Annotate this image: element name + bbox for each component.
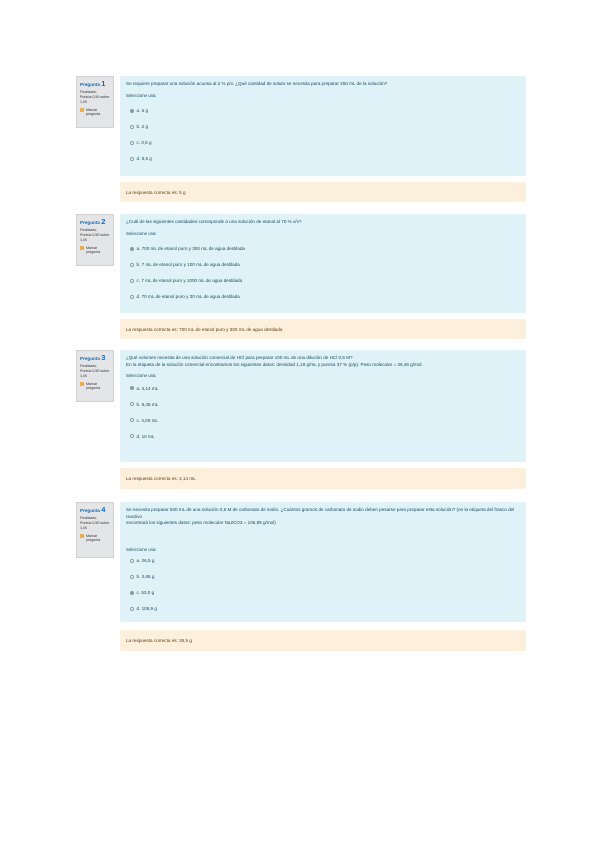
answer-option[interactable]: a. 5 g: [126, 103, 520, 119]
question-number: Pregunta 4: [80, 505, 106, 514]
question-state: Finalizado: [80, 515, 97, 520]
radio-icon[interactable]: [130, 125, 134, 129]
radio-icon[interactable]: [130, 141, 134, 145]
question-formulation: [120, 350, 526, 462]
question-number: Pregunta 3: [80, 353, 106, 362]
flag-question-button[interactable]: Marcar pregunta: [80, 246, 111, 255]
correct-answer-feedback: La respuesta correcta es: 26,5 g: [120, 630, 526, 651]
answer-option[interactable]: d. 70 mL de etanol puro y 30 mL de agua destilada: [126, 289, 520, 305]
question-formulation: [120, 502, 526, 622]
answer-option[interactable]: a. 4,14 mL: [126, 380, 520, 396]
radio-icon[interactable]: [130, 279, 134, 283]
question-grade: Puntúa 0,50 sobre 1,00: [80, 95, 110, 105]
answer-options: [126, 380, 520, 444]
answer-option[interactable]: b. 8,45 mL: [126, 396, 520, 412]
question-text-detail: En la etiqueta de la solución comercial encontramos los siguientes datos: densidad 1,19 g/mL y pureza 37 % (p/p). Peso molecular = 36,46 g/mol.: [126, 361, 423, 367]
answer-options: [126, 553, 520, 617]
flag-icon: [80, 246, 84, 250]
answer-option[interactable]: c. 4,00 mL: [126, 412, 520, 428]
answer-option[interactable]: d. 105,9 g: [126, 601, 520, 617]
question-info: [76, 502, 114, 558]
question-text-detail: encontrará los siguientes datos: peso molecular Na2CO3 = 105,99 g/mol): [126, 520, 276, 526]
answer-option[interactable]: a. 700 mL de etanol puro y 300 mL de agua destilada: [126, 241, 520, 257]
flag-question-button[interactable]: Marcar pregunta: [80, 108, 111, 117]
correct-answer-feedback: La respuesta correcta es: 700 mL de etanol puro y 300 mL de agua destilada: [120, 319, 526, 339]
question-grade: Puntúa 0,50 sobre 1,00: [80, 233, 110, 243]
answer-options: [126, 103, 520, 167]
radio-icon[interactable]: [130, 559, 134, 563]
answer-prompt: Seleccione una:: [126, 92, 157, 98]
flag-question-button[interactable]: Marcar pregunta: [80, 382, 111, 391]
radio-icon[interactable]: [130, 402, 134, 406]
flag-icon: [80, 534, 84, 538]
answer-option[interactable]: d. 8,5 g: [126, 151, 520, 167]
radio-icon[interactable]: [130, 418, 134, 422]
question-state: Finalizado: [80, 227, 97, 232]
radio-icon[interactable]: [130, 247, 134, 251]
radio-icon[interactable]: [130, 607, 134, 611]
answer-option[interactable]: c. 0,5 g: [126, 135, 520, 151]
question-text: ¿Cuál de las siguientes cantidades corresponde a una solución de etanol al 70 % v/v?: [126, 219, 302, 224]
answer-options: [126, 241, 520, 305]
flag-icon: [80, 382, 84, 386]
question-state: Finalizado: [80, 363, 97, 368]
question-number: Pregunta 1: [80, 79, 106, 88]
answer-prompt: Seleccione una:: [126, 230, 157, 236]
radio-icon[interactable]: [130, 109, 134, 113]
radio-icon[interactable]: [130, 157, 134, 161]
flag-question-button[interactable]: Marcar pregunta: [80, 534, 111, 543]
radio-icon[interactable]: [130, 295, 134, 299]
answer-option[interactable]: c. 7 mL de etanol puro y 1000 mL de agua destilada: [126, 273, 520, 289]
question-text: Se necesita preparar 500 mL de una solución 0,5 M de carbonato de sodio. ¿Cuántos gramos de carbonato de sodio deben pesarse para preparar esta solución? (en la etiqueta del frasco del reactivo: [126, 507, 515, 519]
radio-icon[interactable]: [130, 263, 134, 267]
question-text: Se requiere preparar una solución acuosa al 2 % p/v. ¿Qué cantidad de soluto se necesita para preparar 250 mL de la solución?: [126, 81, 388, 86]
question-grade: Puntúa 0,50 sobre 1,00: [80, 369, 110, 379]
radio-icon[interactable]: [130, 386, 134, 390]
correct-answer-feedback: La respuesta correcta es: 4,14 mL: [120, 468, 526, 489]
answer-option[interactable]: b. 2 g: [126, 119, 520, 135]
question-number: Pregunta 2: [80, 217, 106, 226]
answer-option[interactable]: a. 26,5 g: [126, 553, 520, 569]
radio-icon[interactable]: [130, 575, 134, 579]
flag-icon: [80, 108, 84, 112]
answer-option[interactable]: b. 7 mL de etanol puro y 100 mL de agua destilada: [126, 257, 520, 273]
radio-icon[interactable]: [130, 591, 134, 595]
radio-icon[interactable]: [130, 434, 134, 438]
question-info: [76, 350, 114, 402]
question-info: [76, 76, 114, 128]
question-text: ¿Qué volumen necesita de una solución comercial de HCl para preparar 100 mL de una dilución de HCl 0,5 M?: [126, 355, 353, 360]
question-state: Finalizado: [80, 89, 97, 94]
answer-option[interactable]: b. 2,65 g: [126, 569, 520, 585]
question-info: [76, 214, 114, 266]
question-grade: Puntúa 0,50 sobre 1,00: [80, 521, 110, 531]
question-formulation: [120, 214, 526, 313]
answer-option[interactable]: c. 53,0 g: [126, 585, 520, 601]
correct-answer-feedback: La respuesta correcta es: 5 g: [120, 182, 526, 202]
answer-prompt: Seleccione una:: [126, 546, 157, 552]
answer-option[interactable]: d. 10 mL: [126, 428, 520, 444]
question-formulation: [120, 76, 526, 176]
answer-prompt: Seleccione una:: [126, 373, 157, 379]
